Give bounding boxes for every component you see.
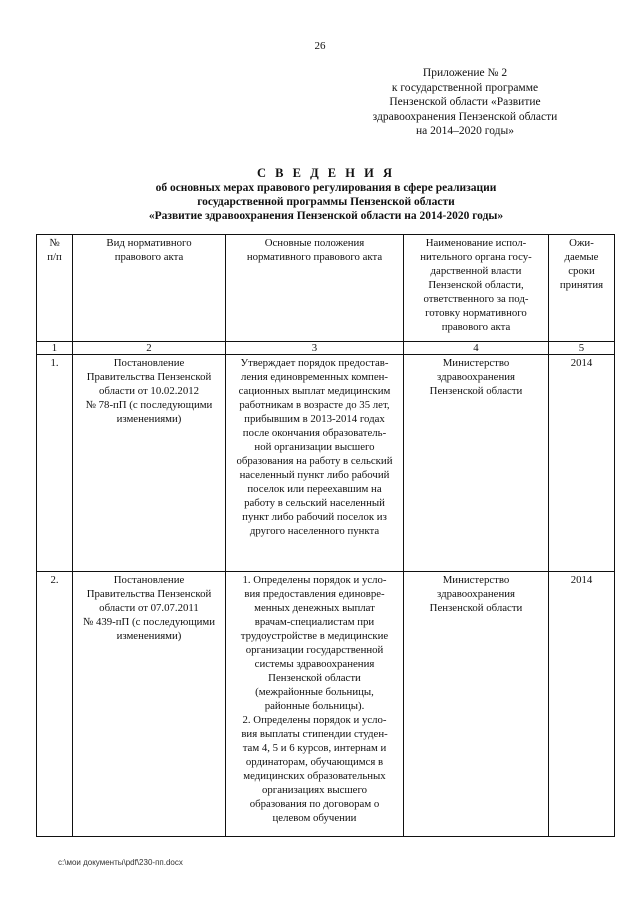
heading-line: государственной программы Пензенской области [197, 196, 455, 208]
file-path-footer: c:\мои документы\pdf\230-пп.docx [58, 858, 183, 867]
header-executor: Наименование испол- нительного органа госу- дарственной власти Пензенской области, ответственного за под- готовку нормативного правового акта [404, 235, 549, 342]
document-title: С В Е Д Е Н И Я [257, 166, 395, 180]
act-cell: Постановление Правительства Пензенской области от 10.02.2012 № 78-пП (с последующими изменениями) [73, 355, 226, 572]
appendix-line: на 2014–2020 годы» [416, 125, 514, 137]
column-number: 4 [404, 342, 549, 355]
row-number: 2. [37, 572, 73, 837]
executor-cell: Министерство здравоохранения Пензенской области [404, 355, 549, 572]
table-row [37, 572, 615, 837]
provisions-cell: 1. Определены порядок и усло- вия предоставления единовре- менных денежных выплат врачам-специалистам при трудоустройстве в медицинские организации государственной системы здравоохранения Пензенской области (межрайонные больницы, районные больницы). 2. Определены порядок и усло- вия выплаты стипендии студен- там 4, 5 и 6 курсов, интернам и ординаторам, обучающимся в медицинских образовательных организациях высшего образования по договорам о целевом обучении [226, 572, 404, 837]
legal-acts-table [36, 234, 615, 837]
document-heading [60, 165, 592, 223]
column-number: 3 [226, 342, 404, 355]
act-cell: Постановление Правительства Пензенской области от 07.07.2011 № 439-пП (с последующими изменениями) [73, 572, 226, 837]
heading-line: «Развитие здравоохранения Пензенской области на 2014-2020 годы» [148, 210, 504, 222]
executor-cell: Министерство здравоохранения Пензенской области [404, 572, 549, 837]
heading-line: об основных мерах правового регулирования в сфере реализации [155, 182, 497, 194]
header-act-type: Вид нормативного правового акта [73, 235, 226, 342]
header-number: № п/п [37, 235, 73, 342]
table-header-row [37, 235, 615, 342]
appendix-line: Приложение № 2 [422, 67, 508, 79]
appendix-note [330, 66, 600, 139]
header-term: Ожи- даемые сроки принятия [549, 235, 615, 342]
appendix-line: к государственной программе [391, 81, 539, 94]
column-number: 1 [37, 342, 73, 355]
page-number: 26 [314, 40, 326, 52]
header-provisions: Основные положения нормативного правового акта [226, 235, 404, 342]
table-row [37, 355, 615, 572]
term-cell: 2014 [549, 572, 615, 837]
appendix-line: Пензенской области «Развитие [389, 96, 541, 108]
appendix-line: здравоохранения Пензенской области [372, 110, 558, 123]
column-number: 2 [73, 342, 226, 355]
row-number: 1. [37, 355, 73, 572]
provisions-cell: Утверждает порядок предостав- ления единовременных компен- сационных выплат медицинским работникам в возрасте до 35 лет, прибывшим в 2013-2014 годах после окончания образователь- ной организации высшего образования на работу в сельский населенный пункт либо рабочий поселок или переехавшим на работу в сельский населенный пункт либо рабочий поселок из другого населенного пункта [226, 355, 404, 572]
column-numbers-row [37, 342, 615, 355]
term-cell: 2014 [549, 355, 615, 572]
column-number: 5 [549, 342, 615, 355]
